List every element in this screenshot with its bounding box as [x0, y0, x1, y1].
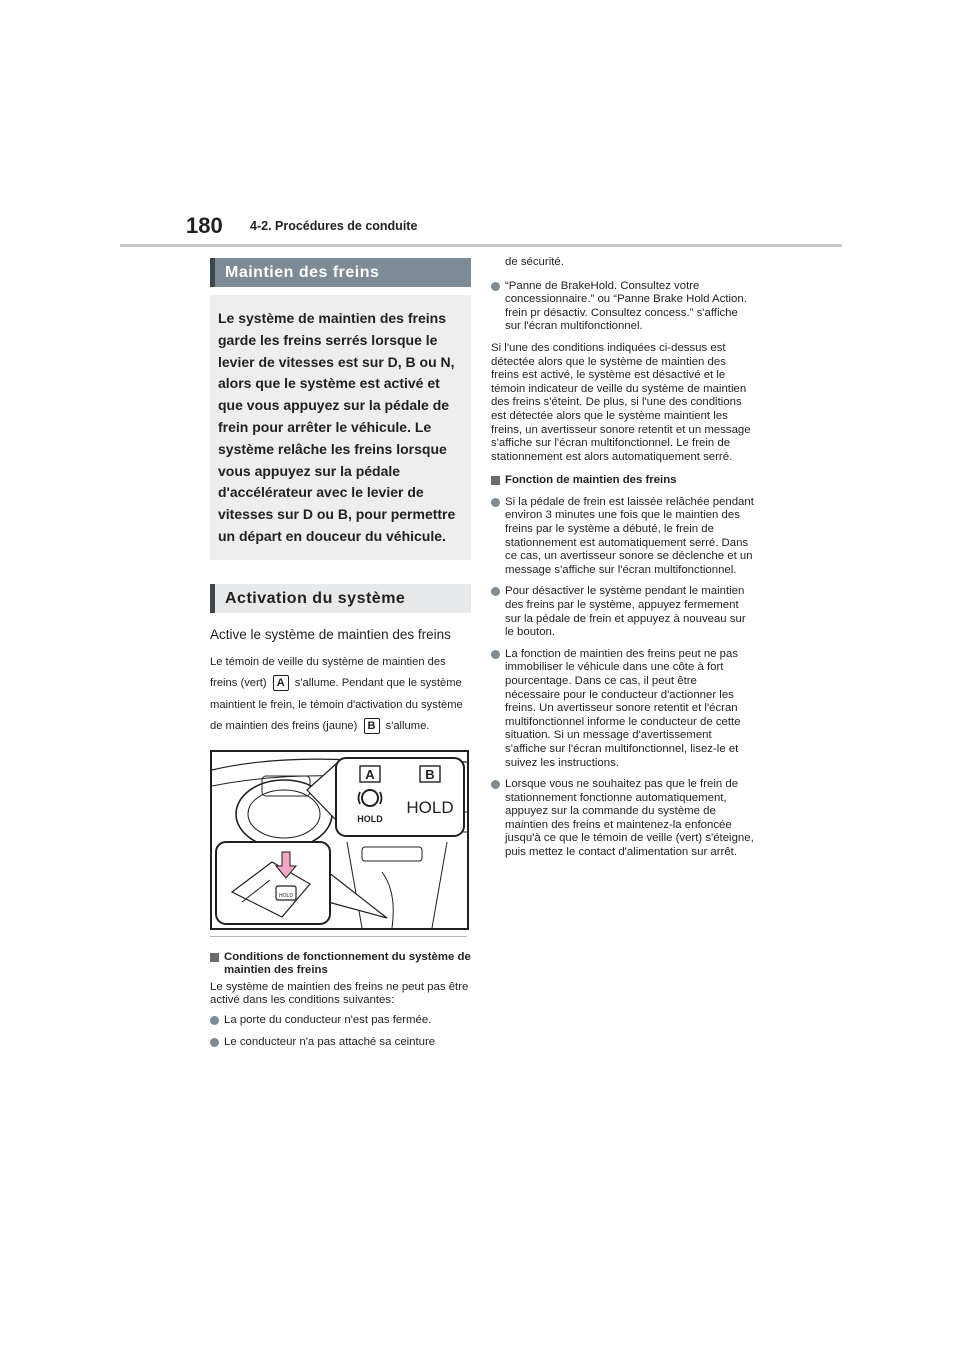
conditions-paragraph: Le système de maintien des freins ne peut pas être activé dans les conditions suivantes: — [210, 980, 469, 1007]
intro-box: Le système de maintien des freins garde les freins serrés lorsque le levier de vitesses est sur D, B ou N, alors que le système est activé et que vous appuyez sur la pédale de frein pour arrêter le véhicule. Le système relâche les freins lorsque vous appuyez sur la pédale d'accélérateur avec le levier de vitesses sur D ou B, pour permettre un départ en douceur du véhicule. — [210, 295, 471, 560]
continuation-text: de sécurité. — [505, 256, 564, 268]
section-header: 4-2. Procédures de conduite — [250, 219, 418, 233]
shift-lever — [382, 872, 393, 928]
hold-small-label: HOLD — [357, 813, 383, 824]
label-b: B — [425, 766, 435, 782]
callout-leader-top — [307, 764, 336, 820]
left-column — [210, 258, 471, 1057]
condition-bullet: Le conducteur n'a pas attaché sa ceinture — [210, 1036, 471, 1050]
panne-bullet: “Panne de BrakeHold. Consultez votre concessionnaire.” ou “Panne Brake Hold Action. frein pr désactiv. Consultez concess.” s'affiche sur l'écran multifonctionnel. — [491, 280, 754, 334]
activation-lead: Active le système de maintien des freins — [210, 626, 451, 642]
function-bullet: La fonction de maintien des freins peut ne pas immobiliser le véhicule dans une côte à fort pourcentage. Dans ce cas, il peut être nécessaire pour le conducteur d'actionner les freins. Un avertisseur sonore retentit et l'écran multifonctionnel informe le conducteur de cette situation. Si un message d'avertissement s'affiche sur l'écran multifonctionnel, lisez-le et suivez les instructions. — [491, 648, 754, 770]
console-vent — [362, 847, 422, 861]
conditions-detected-paragraph: Si l'une des conditions indiquées ci-dessus est détectée alors que le système de maintien des freins est activé, le système est désactivé et le témoin indicateur de veille du système de maintien des freins s'éteint. De plus, si l'une des conditions est détectée alors que le système maintient les freins, un avertisseur sonore retentit et un message s'affiche sur l'écran multifonctionnel. Le frein de stationnement est alors automatiquement serré. — [491, 341, 751, 463]
condition-bullet: La porte du conducteur n'est pas fermée. — [210, 1014, 471, 1028]
brake-hold-illustration — [210, 750, 469, 930]
function-bullet: Lorsque vous ne souhaitez pas que le frein de stationnement fonctionne automatiquement, appuyez sur la commande du système de maintien des freins et maintenez-la enfoncée jusqu'à ce que le témoin de veille (vert) s'éteigne, puis mettez le contact d'alimentation sur arrêt. — [491, 778, 754, 860]
section-title-bar: Maintien des freins — [210, 258, 471, 287]
callout-leader-bottom — [328, 872, 387, 918]
hold-switch-label: HOLD — [279, 892, 293, 899]
function-heading: Fonction de maintien des freins — [491, 474, 754, 488]
function-bullet: Pour désactiver le système pendant le maintien des freins par le système, appuyez fermement sur la pédale de frein et appuyez à nouveau sur le bouton. — [491, 585, 754, 639]
figure-divider — [210, 936, 467, 937]
badge-b: B — [364, 718, 380, 734]
steering-wheel-inner — [248, 790, 320, 838]
illustration-svg — [212, 752, 467, 928]
activation-body — [210, 652, 471, 738]
conditions-heading: Conditions de fonctionnement du système de maintien des freins — [210, 951, 471, 978]
right-column — [491, 256, 754, 868]
body-part-3: s'allume. — [385, 720, 430, 733]
console-line-2 — [432, 842, 447, 928]
console-line-1 — [347, 842, 362, 928]
badge-a: A — [273, 675, 289, 691]
label-a: A — [365, 766, 375, 782]
hold-large-label: HOLD — [406, 797, 454, 817]
activation-title-bar: Activation du système — [210, 584, 471, 613]
body-part-1: Le témoin de veille du système de maintien des freins (vert) — [210, 655, 446, 690]
function-bullet: Si la pédale de frein est laissée relâchée pendant environ 3 minutes une fois que le maintien des freins par le système a débuté, le frein de stationnement est automatiquement serré. Dans ce cas, un avertisseur sonore se déclenche et un message s'affiche sur l'écran multifonctionnel. — [491, 496, 754, 578]
page-number: 180 — [186, 213, 223, 238]
indicator-callout-box — [336, 758, 464, 836]
header-divider — [120, 244, 842, 247]
body-part-2: s'allume. Pendant que le système maintient le frein, le témoin d'activation du système de maintien des freins (jaune) — [210, 677, 463, 733]
